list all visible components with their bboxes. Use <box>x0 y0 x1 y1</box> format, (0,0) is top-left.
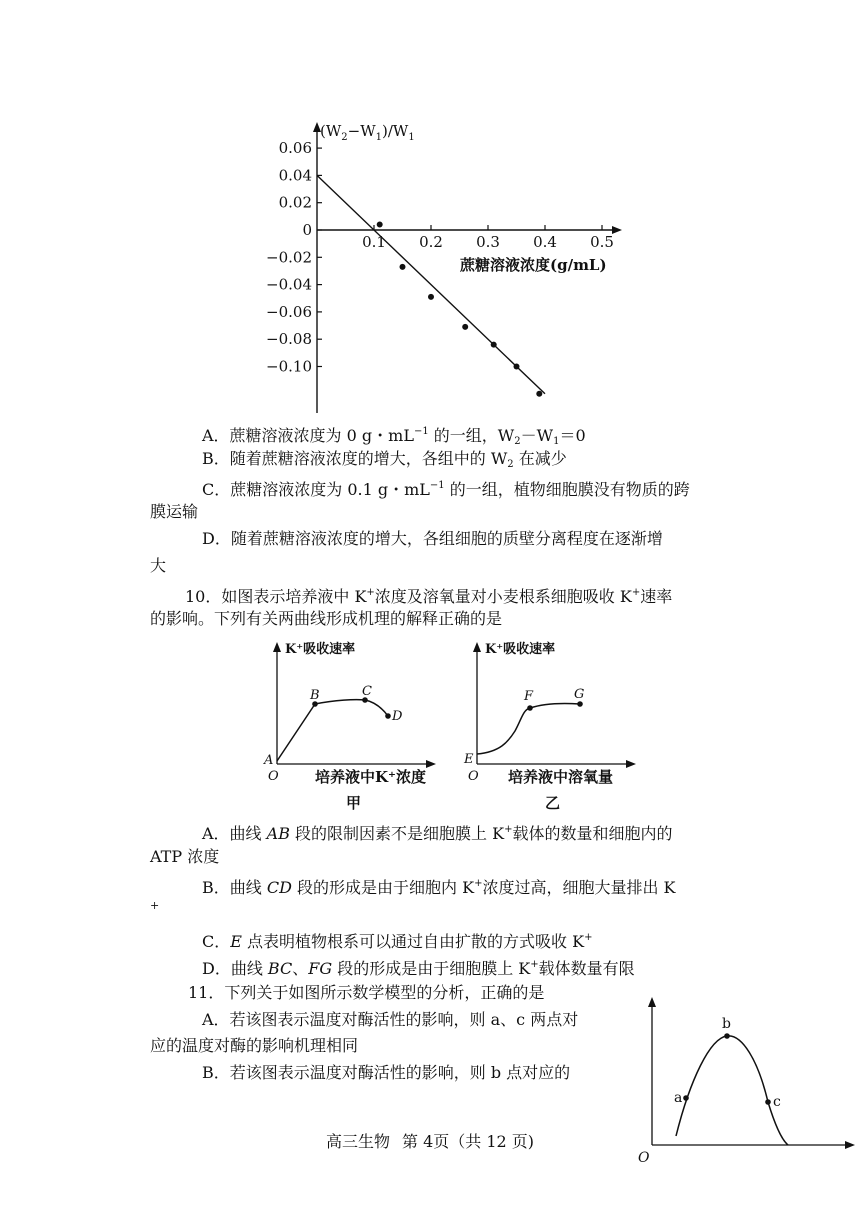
q10-stem: 10．如图表示培养液中 K+浓度及溶氧量对小麦根系细胞吸收 K+速率 <box>185 587 673 606</box>
fig3-label-c: c <box>773 1094 781 1110</box>
q9-option-c-cont: 膜运输 <box>150 502 199 521</box>
yi-curve <box>477 703 580 754</box>
data-point <box>400 264 406 270</box>
q10-stem-cont: 的影响。下列有关两曲线形成机理的解释正确的是 <box>150 609 503 628</box>
label-o2: O <box>468 769 479 784</box>
q10-option-c: C．E 点表明植物根系可以通过自由扩散的方式吸收 K+ <box>202 932 593 951</box>
x-axis-label: 蔗糖溶液浓度(g/mL) <box>460 256 607 274</box>
graph-jia <box>263 641 436 812</box>
label-e: E <box>464 752 474 767</box>
point-d <box>385 713 391 719</box>
jia-x-label: 培养液中K⁺浓度 <box>315 768 426 786</box>
figure-1-scatter-chart <box>260 118 640 418</box>
yi-x-arrow <box>626 760 636 768</box>
y-tick-label: 0.02 <box>278 193 312 212</box>
data-point <box>536 391 542 397</box>
yi-x-label: 培养液中溶氧量 <box>508 768 614 786</box>
point-c-small <box>765 1099 771 1105</box>
q11-option-a: A．若该图表示温度对酶活性的影响，则 a、c 两点对 <box>202 1010 579 1029</box>
data-point <box>428 294 434 300</box>
q9-option-b: B．随着蔗糖溶液浓度的增大，各组中的 $W_2$ 在减少 <box>202 449 567 470</box>
y-tick-label: −0.08 <box>266 330 312 349</box>
label-b: B <box>310 688 320 703</box>
data-point <box>462 324 468 330</box>
q10-option-a: A．曲线 AB 段的限制因素不是细胞膜上 K+载体的数量和细胞内的 <box>202 824 673 843</box>
x-tick-label: 0.4 <box>533 233 557 251</box>
footer-subject: 高三生物 <box>325 1132 390 1151</box>
fit-line <box>317 175 545 393</box>
q11-option-b: B．若该图表示温度对酶活性的影响，则 b 点对应的 <box>202 1063 571 1082</box>
point-b-small <box>724 1033 730 1039</box>
y-tick-label: −0.10 <box>266 357 312 376</box>
q9-option-a: A．蔗糖溶液浓度为 0 g・$mL^{-1}$ 的一组，$W_2-W_1=0$ <box>202 426 586 447</box>
point-g <box>577 701 583 707</box>
q9-option-d: D．随着蔗糖溶液浓度的增大，各组细胞的质壁分离程度在逐渐增 <box>202 529 663 548</box>
fig3-label-a: a <box>674 1090 683 1106</box>
q9-option-c: C．蔗糖溶液浓度为 0.1 g・$mL^{-1}$ 的一组，植物细胞膜没有物质的跨 <box>202 480 690 499</box>
jia-x-arrow <box>426 760 436 768</box>
page-footer <box>0 1129 860 1152</box>
label-o1: O <box>268 769 279 784</box>
yi-y-label: K⁺吸收速率 <box>485 642 556 657</box>
q9-option-d-cont: 大 <box>150 556 167 575</box>
y-axis-label: $(W_2-W_1)/W_1$ <box>320 122 415 143</box>
label-d: D <box>392 709 403 724</box>
yi-caption: 乙 <box>545 794 561 812</box>
label-c: C <box>362 684 372 699</box>
jia-caption: 甲 <box>346 794 362 812</box>
y-tick-label: −0.06 <box>266 302 312 321</box>
q10-option-d: D．曲线 BC、FG 段的形成是由于细胞膜上 K+载体数量有限 <box>202 959 635 978</box>
label-f: F <box>524 689 534 704</box>
y-tick-label: 0.06 <box>278 139 312 158</box>
graph-yi <box>463 641 636 812</box>
q11-option-a-cont: 应的温度对酶的影响机理相同 <box>150 1036 359 1055</box>
jia-y-label: K⁺吸收速率 <box>285 642 356 657</box>
y-tick-label: −0.02 <box>266 248 312 267</box>
x-tick-label: 0.5 <box>590 233 614 251</box>
data-point <box>514 364 520 370</box>
footer-page: 第 4页（共 12 页) <box>401 1132 535 1151</box>
data-point <box>491 342 497 348</box>
q10-option-b-cont: + <box>150 899 160 912</box>
x-tick-label: 0.2 <box>419 233 443 251</box>
y-tick-label: 0 <box>302 221 312 239</box>
figure-2-k-uptake-curves <box>260 636 640 816</box>
data-point <box>377 222 383 228</box>
q10-option-a-cont: ATP 浓度 <box>150 847 220 866</box>
label-g: G <box>574 687 585 702</box>
fig3-label-o: O <box>638 1150 650 1166</box>
jia-y-arrow <box>273 642 281 652</box>
x-tick-label: 0.3 <box>476 233 500 251</box>
q11-stem: 11．下列关于如图所示数学模型的分析，正确的是 <box>188 983 545 1002</box>
jia-curve <box>277 700 388 761</box>
fig3-y-arrow <box>648 997 656 1007</box>
point-f <box>527 705 533 711</box>
x-tick-label: 0.1 <box>362 233 386 251</box>
q10-option-b: B．曲线 CD 段的形成是由于细胞内 K+浓度过高，细胞大量排出 K <box>202 878 676 897</box>
yi-y-arrow <box>473 642 481 652</box>
fig3-label-b: b <box>722 1016 731 1032</box>
y-tick-label: −0.04 <box>266 275 312 294</box>
label-a: A <box>264 753 274 768</box>
y-tick-label: 0.04 <box>278 166 312 185</box>
point-a-small <box>683 1095 689 1101</box>
